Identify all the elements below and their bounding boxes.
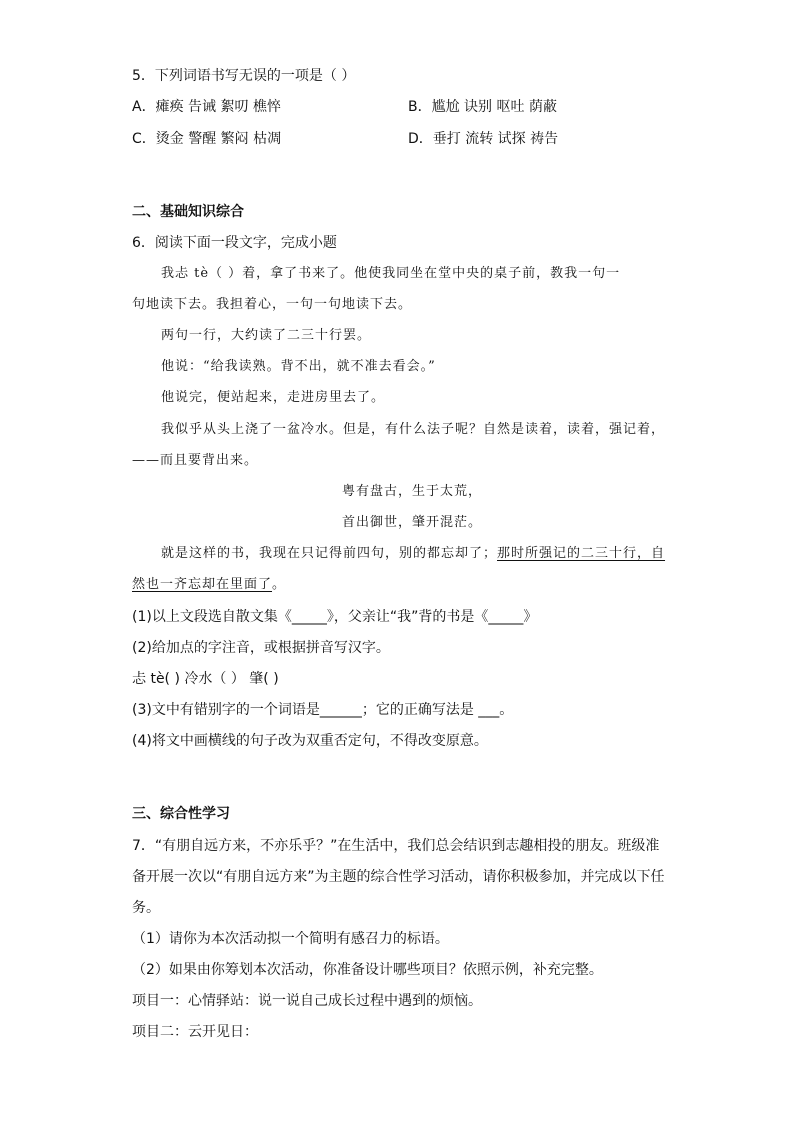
q5-option-a: A．瘫痪 告诫 絮叨 樵悴 (132, 99, 281, 115)
verse-line: 首出御世，肇开混茫。 (342, 515, 483, 530)
q6-sub-2-items: 忐 tè( ) 冷水（ ） 肇( ) (132, 671, 279, 687)
passage-line: 我似乎从头上浇了一盆冷水。但是，有什么法子呢？自然是读着，读着，强记着， (161, 422, 666, 437)
underlined-sentence: 然也一齐忘却在里面了 (132, 577, 273, 592)
q5-option-d: D．垂打 流转 试探 祷告 (408, 131, 559, 147)
q7-line: 7．“有朋自远方来，不亦乐乎？”在生活中，我们总会结识到志趣相投的朋友。班级准 (132, 838, 660, 854)
passage-line (161, 544, 665, 564)
q5-option-c: C．烫金 警醒 繁闷 枯凋 (132, 131, 282, 147)
section-2-title: 二、基础知识综合 (132, 204, 244, 220)
q7-sub-1: （1）请你为本次活动拟一个简明有感召力的标语。 (132, 931, 449, 947)
q7-line: 务。 (132, 900, 160, 916)
q7-sub-2: （2）如果由你筹划本次活动，你准备设计哪些项目？依照示例，补充完整。 (132, 962, 603, 978)
q6-stem: 6．阅读下面一段文字，完成小题 (132, 235, 337, 251)
passage-line: ——而且要背出来。 (132, 453, 259, 468)
passage-text: 。 (272, 577, 287, 592)
q6-sub-2: (2)给加点的字注音，或根据拼音写汉字。 (132, 640, 390, 656)
project-item-2: 项目二：云开见日： (132, 1024, 258, 1040)
q5-stem: 5．下列词语书写无误的一项是（ ） (132, 68, 356, 84)
verse-line: 粤有盘古，生于太荒， (342, 484, 483, 499)
q6-sub-4: (4)将文中画横线的句子改为双重否定句，不得改变原意。 (132, 733, 488, 749)
project-item-1: 项目一：心情驿站：说一说自己成长过程中遇到的烦恼。 (132, 993, 482, 1009)
passage-line (132, 575, 286, 595)
underlined-sentence: 那时所强记的二三十行，自 (497, 546, 666, 561)
passage-line: 两句一行，大约读了二三十行罢。 (161, 328, 372, 343)
passage-line: 我忐 tè（ ）着，拿了书来了。他使我同坐在堂中央的桌子前，教我一句一 (161, 266, 621, 281)
passage-text: 就是这样的书，我现在只记得前四句，别的都忘却了； (161, 546, 498, 561)
passage-line: 他说：“给我读熟。背不出，就不准去看会。” (161, 359, 436, 374)
section-3-title: 三、综合性学习 (132, 806, 230, 822)
q5-option-b: B．尴尬 诀别 呕吐 荫蔽 (408, 99, 557, 115)
q7-line: 备开展一次以“有朋自远方来”为主题的综合性学习活动，请你积极参加，并完成以下任 (132, 869, 665, 885)
q6-sub-1: (1)以上文段选自散文集《_____》，父亲让“我”背的书是《_____》 (132, 609, 538, 625)
passage-line: 句地读下去。我担着心，一句一句地读下去。 (132, 297, 413, 312)
passage-line: 他说完，便站起来，走进房里去了。 (161, 390, 386, 405)
q6-sub-3: (3)文中有错别字的一个词语是______；它的正确写法是 ___。 (132, 702, 514, 718)
